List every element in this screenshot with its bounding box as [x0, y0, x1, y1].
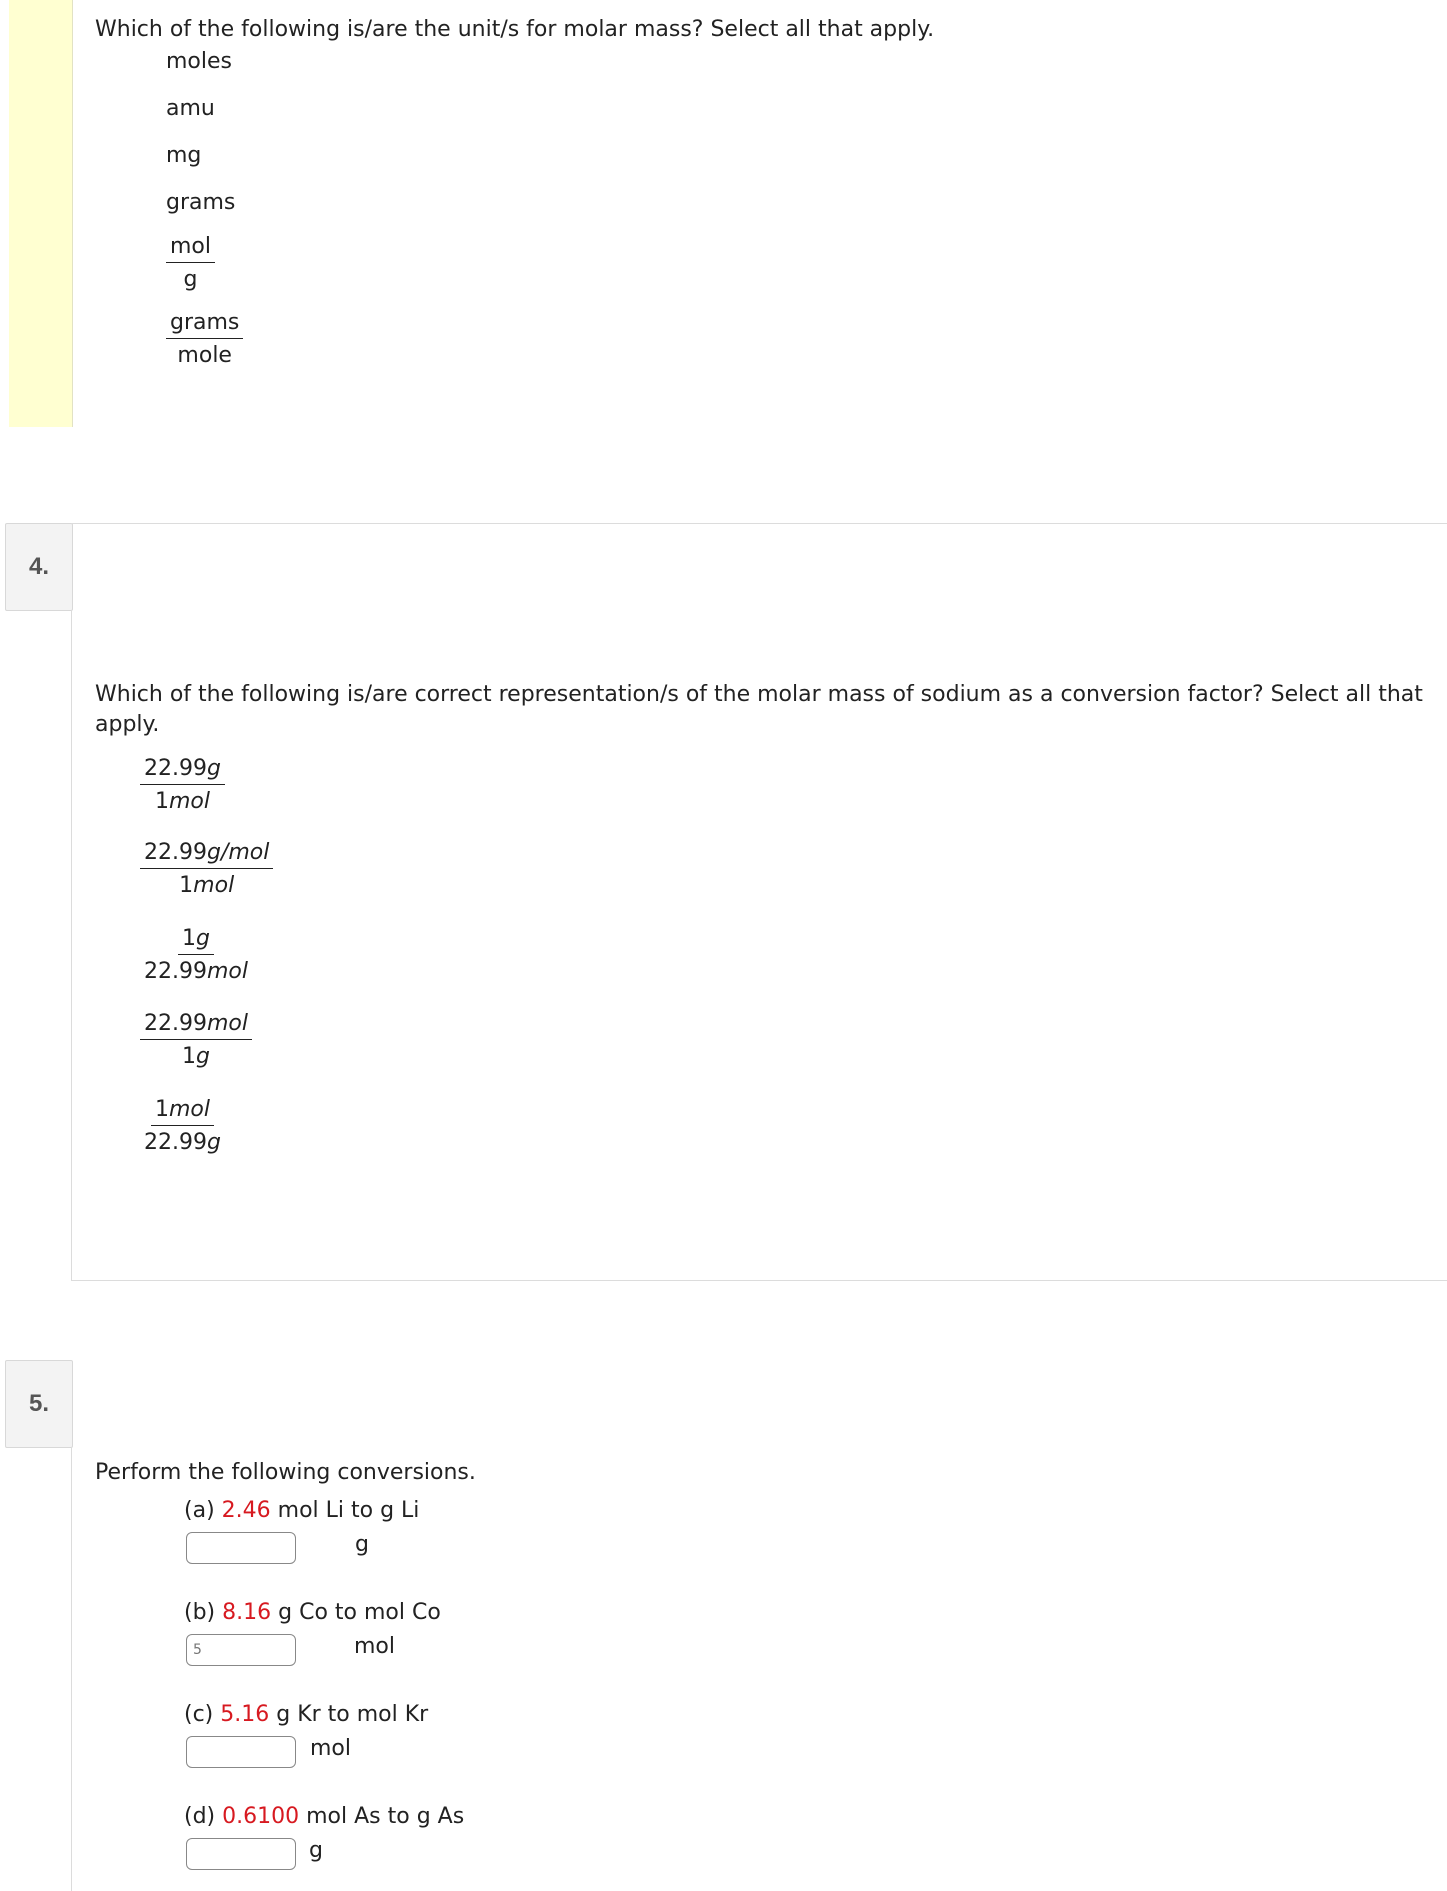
q5-part-c-answer-input[interactable]: [186, 1736, 296, 1768]
q3-option-moles[interactable]: moles: [166, 49, 232, 74]
active-question-highlight: [9, 0, 73, 427]
frac-denominator: 1mol: [154, 789, 210, 814]
frac-numerator: 1mol: [151, 1097, 214, 1126]
q5-part-b-text: (b) 8.16 g Co to mol Co: [184, 1600, 441, 1625]
frac-numerator: mol: [166, 234, 215, 263]
q5-top-divider: [71, 1280, 1447, 1281]
frac-numerator: grams: [166, 310, 243, 339]
frac-denominator: g: [183, 267, 198, 292]
q5-part-b-answer-input[interactable]: [186, 1634, 296, 1666]
q5-part-d-unit: g: [309, 1838, 323, 1863]
q3-option-amu[interactable]: amu: [166, 96, 215, 121]
given-value: 5.16: [220, 1702, 270, 1727]
q3-option-mol-per-g[interactable]: [166, 234, 215, 292]
q4-option-4[interactable]: [140, 1011, 252, 1069]
q5-part-a-answer-input[interactable]: [186, 1532, 296, 1564]
frac-denominator: mole: [177, 343, 232, 368]
q4-option-1[interactable]: [140, 756, 225, 814]
q3-prompt: Which of the following is/are the unit/s for molar mass? Select all that apply.: [95, 17, 935, 42]
q4-option-3[interactable]: [140, 926, 252, 984]
frac-denominator: 1mol: [179, 873, 235, 898]
frac-numerator: 22.99mol: [140, 1011, 252, 1040]
given-value: 8.16: [222, 1600, 272, 1625]
question-number-4: 4.: [5, 523, 73, 611]
q4-left-border: [71, 610, 72, 1280]
frac-numerator: 22.99g/mol: [140, 840, 273, 869]
q5-part-d-text: (d) 0.6100 mol As to g As: [184, 1804, 465, 1829]
q5-part-a-text: (a) 2.46 mol Li to g Li: [184, 1498, 420, 1523]
q4-option-5[interactable]: [140, 1097, 225, 1155]
frac-numerator: 22.99g: [140, 756, 225, 785]
q5-part-c-text: (c) 5.16 g Kr to mol Kr: [184, 1702, 429, 1727]
q3-option-mg[interactable]: mg: [166, 143, 202, 168]
given-value: 0.6100: [222, 1804, 300, 1829]
q5-prompt: Perform the following conversions.: [95, 1460, 476, 1485]
frac-denominator: 22.99mol: [144, 959, 248, 984]
frac-denominator: 1g: [182, 1044, 210, 1069]
question-number-5: 5.: [5, 1360, 73, 1448]
q5-part-c-unit: mol: [310, 1736, 352, 1761]
given-value: 2.46: [221, 1498, 271, 1523]
frac-denominator: 22.99g: [144, 1130, 221, 1155]
frac-numerator: 1g: [178, 926, 214, 955]
q3-option-grams[interactable]: grams: [166, 190, 236, 215]
q5-part-d-answer-input[interactable]: [186, 1838, 296, 1870]
q5-left-border: [71, 1447, 72, 1891]
q4-prompt: Which of the following is/are correct representation/s of the molar mass of sodium as a conversion factor? Select all that apply.: [95, 682, 1423, 737]
q4-option-2[interactable]: [140, 840, 273, 898]
q5-part-b-unit: mol: [354, 1634, 396, 1659]
q4-top-divider: [71, 523, 1447, 524]
q5-part-a-unit: g: [355, 1532, 369, 1557]
q3-option-grams-per-mole[interactable]: [166, 310, 243, 368]
